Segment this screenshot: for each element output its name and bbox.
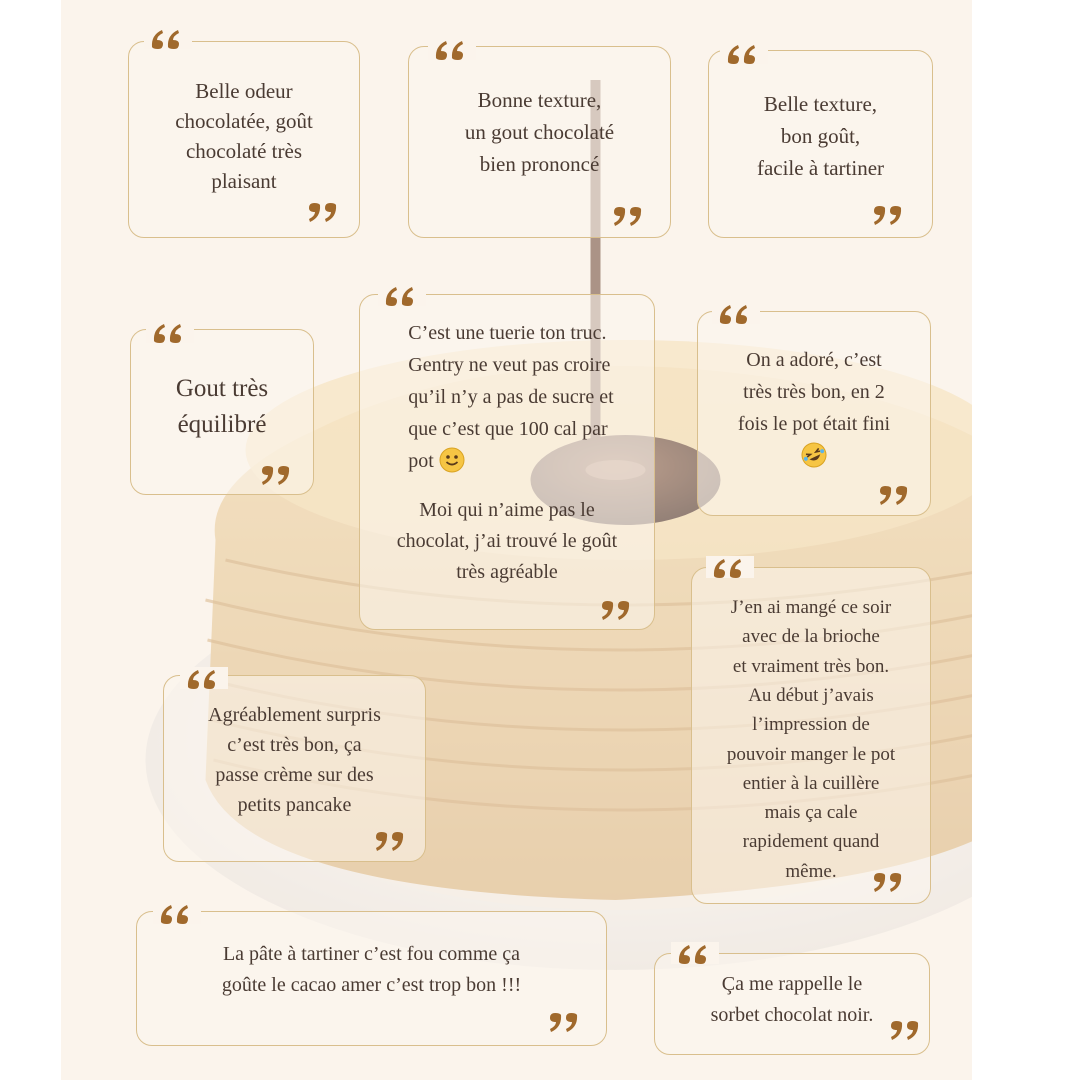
testimonial-card [359,294,655,630]
close-quote-icon [878,486,914,508]
open-quote-icon [428,38,476,60]
open-quote-icon [671,942,719,964]
testimonial-text-part: C’est une tuerie ton truc. Gentry ne veut pas croire qu’il n’y a pas de sucre et que c’est que 100 cal par pot [408,321,614,472]
close-quote-icon [872,873,908,895]
testimonial-text: Ça me rappelle le sorbet chocolat noir. [710,973,874,1026]
testimonial-text: J’en ai mangé ce soir avec de la brioche et vraiment très bon. Au début j’avais l’impression de pouvoir manger le pot entier à la cuillère mais ça cale rapidement quand même. [726,597,896,882]
close-quote-icon [374,832,410,854]
open-quote-icon [146,321,194,343]
rolling-on-floor-laughing-face-icon [801,442,827,468]
open-quote-icon [378,284,426,306]
close-quote-icon [600,601,636,623]
open-quote-icon [712,302,760,324]
testimonial-text: Gout très équilibré [175,375,269,438]
close-quote-icon [307,203,343,225]
open-quote-icon [180,667,228,689]
open-quote-icon [153,902,201,924]
open-quote-icon [144,27,192,49]
slightly-smiling-face-icon [439,447,465,473]
testimonial-card [136,911,607,1046]
close-quote-icon [548,1013,584,1035]
testimonial-text: Belle odeur chocolatée, goût chocolaté très plaisant [175,78,313,193]
testimonial-card [691,567,931,904]
close-quote-icon [889,1021,925,1043]
testimonial-text: Agréablement surpris c’est très bon, ça passe crème sur des petits pancake [208,703,381,816]
close-quote-icon [612,207,648,229]
open-quote-icon [720,42,768,64]
close-quote-icon [260,466,296,488]
testimonial-text: Bonne texture, un gout chocolaté bien prononcé [464,88,615,176]
testimonial-text: Moi qui n’aime pas le chocolat, j’ai trouvé le goût très agréable [396,498,618,583]
testimonial-text: Belle texture, bon goût, facile à tartiner [756,92,885,180]
testimonial-text: On a adoré, c’est très très bon, en 2 fois le pot était fini [737,348,891,435]
testimonial-text [400,317,613,477]
close-quote-icon [872,206,908,228]
testimonial-text: La pâte à tartiner c’est fou comme ça goûte le cacao amer c’est trop bon !!! [221,942,522,996]
open-quote-icon [706,556,754,578]
